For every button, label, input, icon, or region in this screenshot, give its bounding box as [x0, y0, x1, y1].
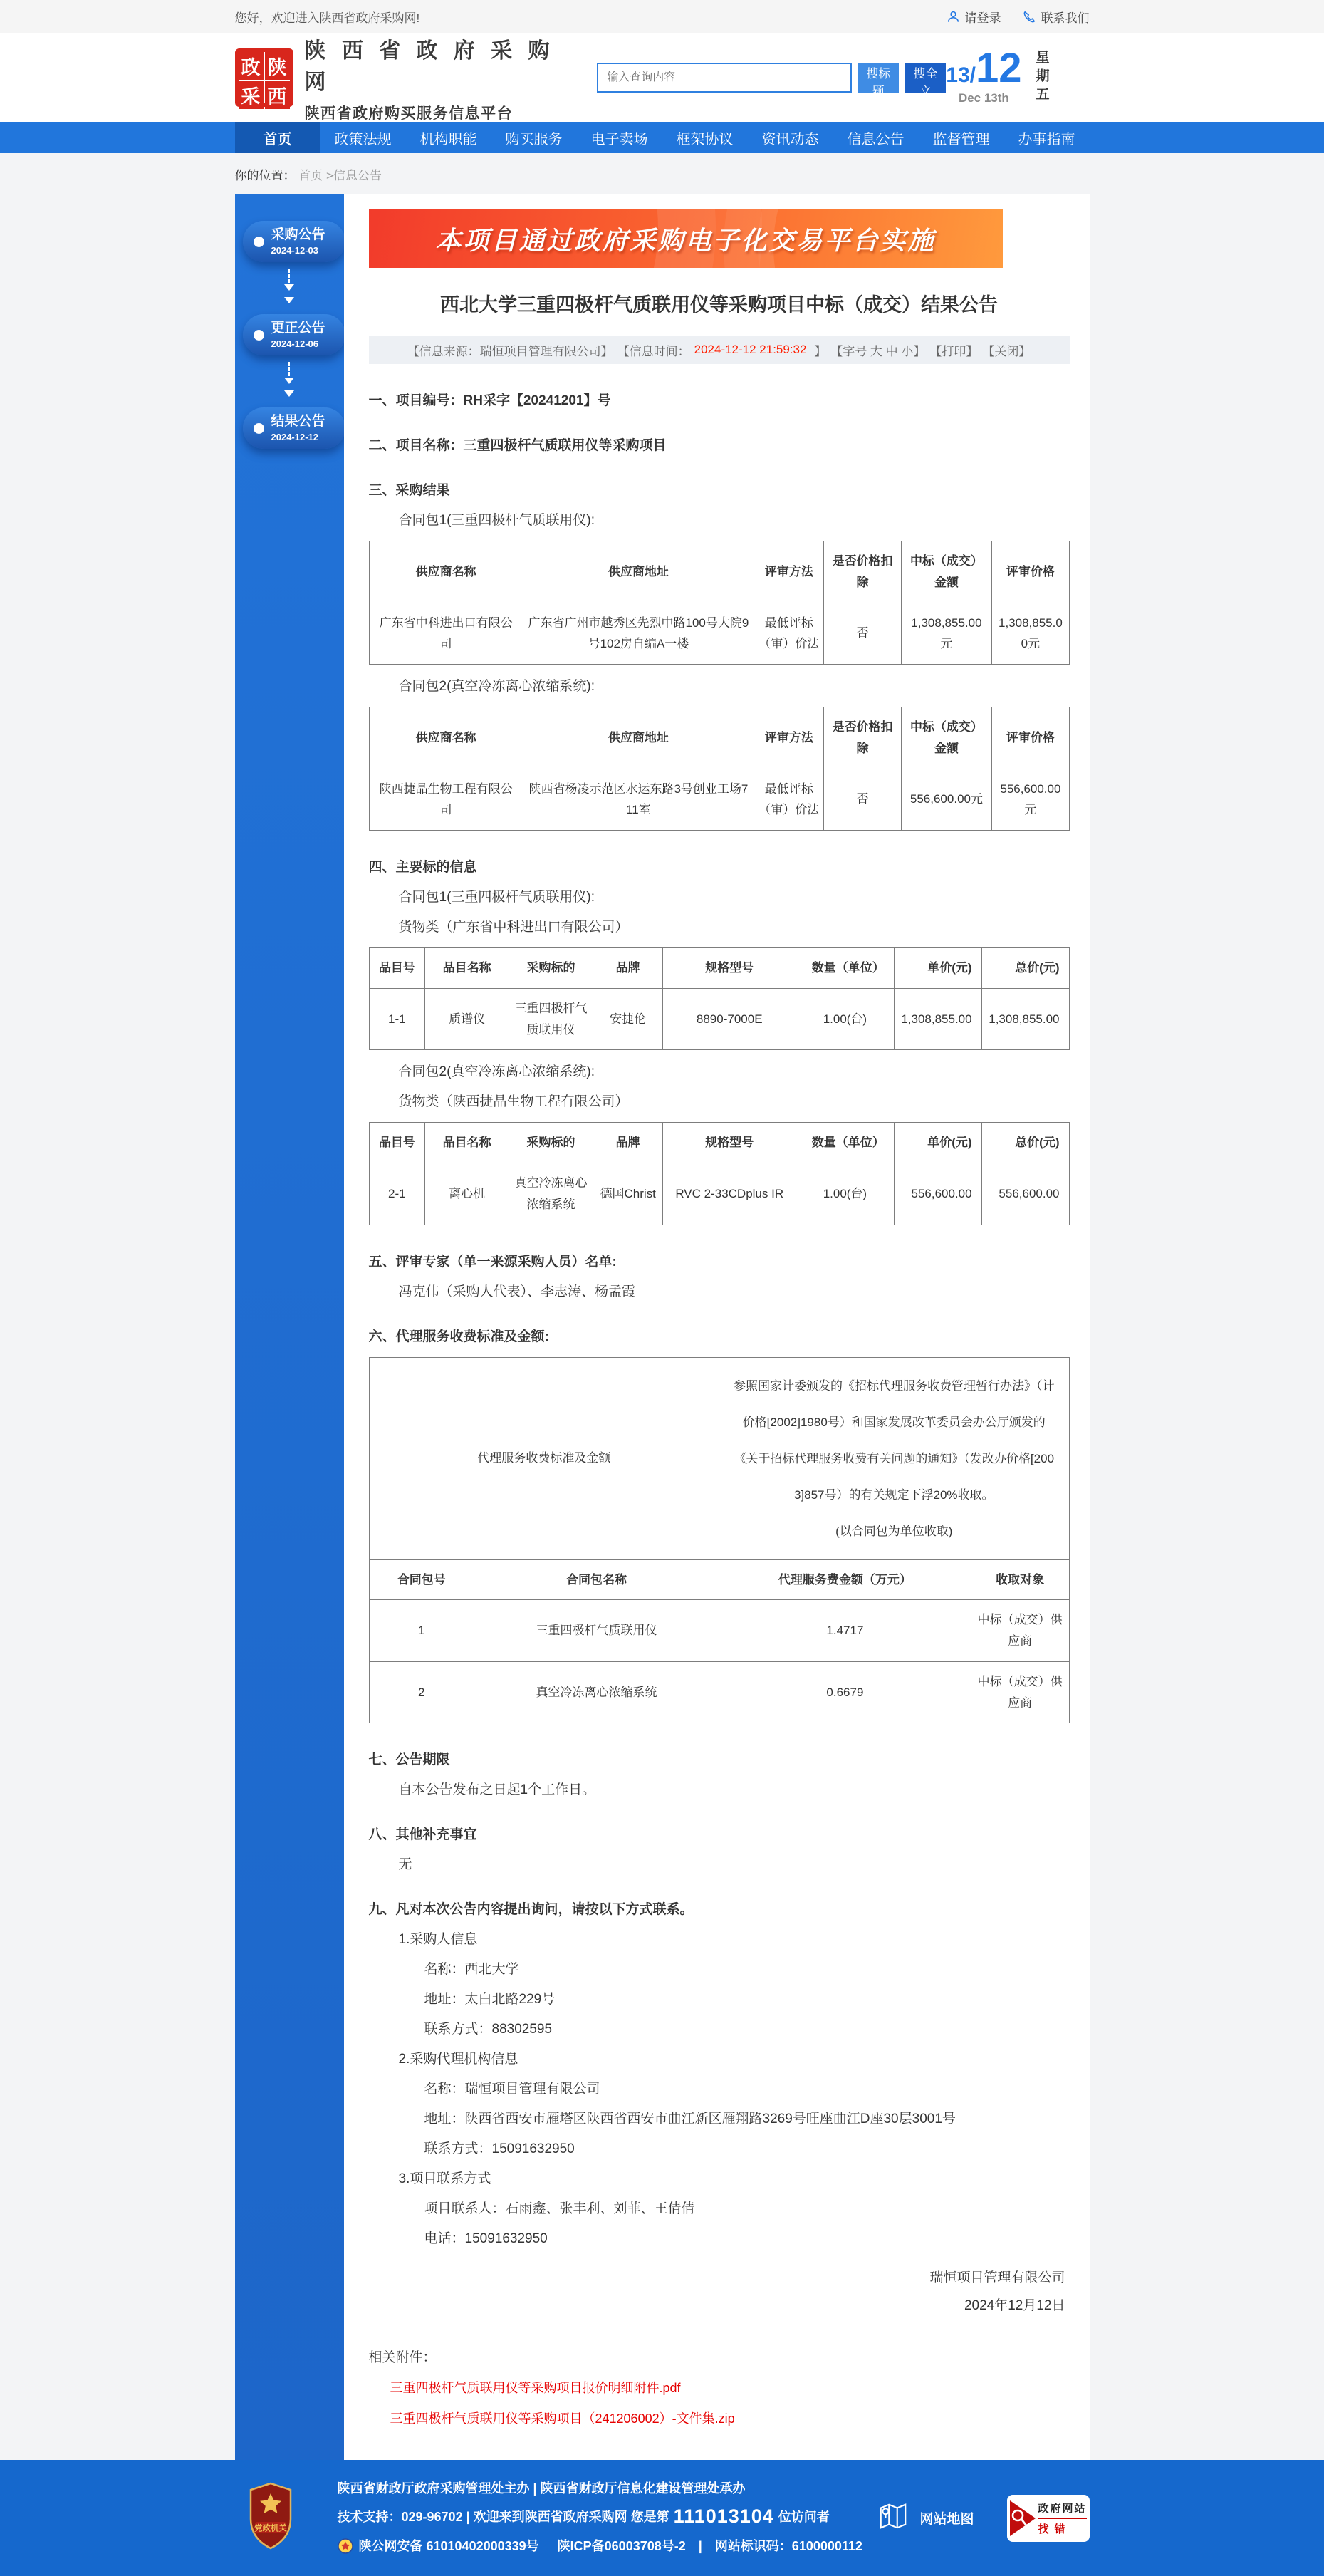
footer-line-organizers: 陕西省财政厅政府采购管理处主办 | 陕西省财政厅信息化建设管理处承办	[337, 2481, 746, 2496]
police-badge-icon	[338, 2538, 353, 2554]
attachments-title: 相关附件：	[368, 2350, 437, 2366]
section-procurement-result: 三、采购结果	[368, 483, 450, 498]
goods-category-1: 货物类（广东省中科进出口有限公司）	[398, 920, 629, 935]
breadcrumb-current: >信息公告	[325, 169, 382, 182]
content-card	[235, 194, 1090, 2460]
table-row: 2-1 离心机 真空冷冻离心浓缩系统 德国Christ RVC 2-33CDplus IR 1.00(台) 556,600.00 556,600.00	[369, 1163, 1069, 1225]
nav-item-supervision[interactable]: 监督管理	[932, 131, 990, 147]
agency-name: 名称：瑞恒项目管理有限公司	[424, 2082, 600, 2097]
agency-address: 地址：陕西省西安市雁塔区陕西省西安市曲江新区雁翔路3269号旺座曲江D座30层3001号	[424, 2112, 956, 2127]
article-meta-bar: 【信息来源：瑞恒项目管理有限公司】 【信息时间： 2024-12-12 21:59:32 】 【字号 大 中 小】 【打印】 【关闭】	[369, 336, 1070, 364]
table-row	[369, 1357, 1069, 1559]
timeline-arrow-icon	[235, 262, 344, 314]
icp-beian-link[interactable]: 陕ICP备06003708号-2	[557, 2539, 686, 2554]
package1-intro: 合同包1(三重四极杆气质联用仪):	[398, 513, 595, 528]
site-title: 陕 西 省 政 府 采 购 网	[304, 38, 555, 94]
search-title-button[interactable]: 搜标题	[858, 63, 899, 93]
site-code: 网站标识码：6100000112	[714, 2539, 862, 2554]
site-error-report-badge[interactable]	[1007, 2495, 1090, 2542]
purchaser-name: 名称：西北大学	[424, 1962, 519, 1978]
search-fulltext-button[interactable]: 搜全文	[905, 63, 946, 93]
footer-line-beian: 陕公网安备 61010402000339号 陕ICP备06003708号-2 | 网站标识码：6100000112	[338, 2538, 862, 2554]
nav-item-purchase-service[interactable]: 购买服务	[505, 131, 563, 147]
site-titles	[305, 33, 561, 123]
badge-top-text: 政府网站	[1038, 2500, 1087, 2519]
supplier-table-package2	[369, 707, 1070, 831]
date-english: Dec 13th	[958, 90, 1009, 105]
meta-time: 2024-12-12 21:59:32	[694, 343, 807, 356]
table-row: 1-1 质谱仪 三重四极杆气质联用仪 安捷伦 8890-7000E 1.00(台) 1,308,855.00 1,308,855.00	[369, 988, 1069, 1050]
nav-item-functions[interactable]: 机构职能	[419, 131, 477, 147]
timeline-item-correction-notice[interactable]: 更正公告 2024-12-06	[243, 314, 345, 355]
purchaser-tel: 联系方式：88302595	[424, 2022, 553, 2037]
section-contact: 九、凡对本次公告内容提出询问，请按以下方式联系。	[368, 1902, 694, 1918]
package2-intro: 合同包2(真空冷冻离心浓缩系统):	[398, 1064, 595, 1080]
font-size-control[interactable]: 【字号 大 中 小】	[830, 344, 926, 358]
nav-item-news[interactable]: 资讯动态	[761, 131, 819, 147]
meta-source: 【信息来源：瑞恒项目管理有限公司】	[407, 344, 613, 358]
table-row: 2 真空冷冻离心浓缩系统 0.6679 中标（成交）供应商	[369, 1661, 1069, 1723]
agency-info-title: 2.采购代理机构信息	[398, 2052, 518, 2067]
section-notice-period: 七、公告期限	[368, 1752, 450, 1768]
visitor-count: 111013104	[673, 2505, 774, 2528]
breadcrumb-label: 你的位置：	[234, 169, 296, 182]
error-flag-icon	[1007, 2498, 1037, 2539]
topbar-links	[947, 8, 1090, 26]
package1-intro: 合同包1(三重四极杆气质联用仪):	[398, 890, 595, 905]
section-main-items: 四、主要标的信息	[368, 860, 477, 875]
goods-category-2: 货物类（陕西捷晶生物工程有限公司）	[398, 1094, 629, 1110]
project-contact-tel: 电话：15091632950	[424, 2231, 548, 2247]
nav-item-announcements[interactable]: 信息公告	[847, 131, 905, 147]
project-contact-title: 3.项目联系方式	[398, 2171, 491, 2187]
agency-fee-table	[369, 1357, 1070, 1724]
date-numbers: 13/ 12	[946, 45, 1022, 92]
notice-period-body: 自本公告发布之日起1个工作日。	[398, 1782, 596, 1798]
section-experts: 五、评审专家（单一来源采购人员）名单:	[368, 1254, 617, 1269]
article-main	[344, 194, 1090, 2460]
search-bar	[597, 63, 946, 98]
breadcrumb	[235, 153, 1090, 194]
table-header-row: 供应商名称 供应商地址 评审方法 是否价格扣除 中标（成交）金额 评审价格	[369, 541, 1069, 603]
badge-bottom-text: 找错	[1038, 2523, 1071, 2535]
login-link[interactable]: 请登录	[947, 8, 1001, 26]
timeline-dot	[254, 330, 264, 341]
timeline-dot	[254, 423, 264, 434]
contact-block	[369, 1928, 1070, 2247]
table-header-row: 品目号 品目名称 采购标的 品牌 规格型号 数量（单位） 单价(元) 总价(元)	[369, 948, 1069, 989]
section-agency-fee: 六、代理服务收费标准及金额:	[368, 1329, 549, 1344]
agency-tel: 联系方式：15091632950	[424, 2141, 575, 2157]
package2-intro: 合同包2(真空冷冻离心浓缩系统):	[398, 679, 595, 694]
signoff	[369, 2267, 1070, 2314]
section-project-number: 一、项目编号：RH采字【20241201】号	[368, 393, 611, 408]
timeline-sidebar	[235, 194, 344, 2460]
table-header-row: 品目号 品目名称 采购标的 品牌 规格型号 数量（单位） 单价(元) 总价(元)	[369, 1123, 1069, 1163]
nav-item-guide[interactable]: 办事指南	[1018, 131, 1075, 147]
date-widget	[946, 45, 1089, 105]
timeline-arrow-icon	[235, 355, 344, 407]
footer-text	[338, 2482, 862, 2554]
print-button[interactable]: 【打印】	[929, 344, 979, 358]
nav-item-emall[interactable]: 电子卖场	[590, 131, 648, 147]
top-bar	[0, 0, 1324, 33]
supplier-table-package1	[369, 541, 1070, 665]
nav-item-framework[interactable]: 框架协议	[676, 131, 734, 147]
search-input[interactable]	[597, 63, 852, 93]
svg-text:党政机关: 党政机关	[254, 2524, 287, 2533]
party-government-emblem	[248, 2482, 293, 2554]
timeline-item-purchase-notice[interactable]: 采购公告 2024-12-03	[243, 221, 345, 262]
other-matters-body: 无	[398, 1857, 412, 1873]
site-logo: 政 陕 采 西	[235, 48, 293, 107]
main-nav	[0, 122, 1324, 153]
table-row: 陕西捷晶生物工程有限公司 陕西省杨凌示范区水运东路3号创业工场711室 最低评标（审）价法 否 556,600.00元 556,600.00元	[369, 769, 1069, 831]
table-row: 广东省中科进出口有限公司 广东省广州市越秀区先烈中路100号大院9号102房自编A一楼 最低评标（审）价法 否 1,308,855.00元 1,308,855.00元	[369, 603, 1069, 665]
phone-icon	[1023, 10, 1036, 24]
table-header-row: 合同包号 合同包名称 代理服务费金额（万元） 收取对象	[369, 1559, 1069, 1600]
section-project-name: 二、项目名称：三重四极杆气质联用仪等采购项目	[368, 438, 667, 453]
table-header-row: 供应商名称 供应商地址 评审方法 是否价格扣除 中标（成交）金额 评审价格	[369, 707, 1069, 769]
fee-standard-desc: 参照国家计委颁发的《招标代理服务收费管理暂行办法》（计价格[2002]1980号）和国家发展改革委员会办公厅颁发的《关于招标代理服务收费有关问题的通知》（发改办价格[2003]857号）的有关规定下浮20%收取。 (以合同包为单位收取)	[719, 1357, 1069, 1559]
weekday-label: 星期五	[1033, 50, 1049, 105]
breadcrumb-home-link[interactable]: 首页	[298, 169, 323, 182]
timeline-item-result-notice[interactable]: 结果公告 2024-12-12	[243, 407, 345, 449]
page-body	[0, 153, 1324, 2460]
article-title: 西北大学三重四极杆气质联用仪等采购项目中标（成交）结果公告	[440, 294, 998, 316]
fee-standard-label: 代理服务收费标准及金额	[369, 1357, 719, 1559]
section-other-matters: 八、其他补充事宜	[368, 1827, 477, 1843]
table-row: 1 三重四极杆气质联用仪 1.4717 中标（成交）供应商	[369, 1600, 1069, 1662]
site-footer	[0, 2460, 1324, 2576]
signoff-company: 瑞恒项目管理有限公司	[929, 2270, 1065, 2286]
site-header	[0, 33, 1324, 122]
purchaser-address: 地址：太白北路229号	[424, 1992, 556, 2008]
purchaser-info-title: 1.采购人信息	[398, 1932, 478, 1948]
banner-text: 本项目通过政府采购电子化交易平台实施	[435, 225, 936, 255]
sitemap-link[interactable]: 网站地图	[877, 2500, 974, 2536]
attachment-pdf-link[interactable]: 三重四极杆气质联用仪等采购项目报价明细附件.pdf	[390, 2381, 681, 2396]
platform-banner	[369, 209, 1003, 268]
signoff-date: 2024年12月12日	[964, 2298, 1065, 2314]
footer-right	[877, 2495, 1089, 2542]
items-table-package1	[369, 947, 1070, 1050]
attachment-zip-link[interactable]: 三重四极杆气质联用仪等采购项目（241206002）-文件集.zip	[390, 2411, 735, 2426]
close-button[interactable]: 【关闭】	[982, 344, 1031, 358]
user-icon	[947, 10, 960, 24]
experts-list: 冯克伟（采购人代表）、李志涛、杨孟霞	[398, 1284, 636, 1299]
contact-us-link[interactable]: 联系我们	[1023, 8, 1090, 26]
nav-item-policy[interactable]: 政策法规	[334, 131, 392, 147]
site-subtitle: 陕西省政府购买服务信息平台	[304, 105, 513, 122]
timeline-dot	[254, 237, 264, 247]
project-contact-persons: 项目联系人：石雨鑫、张丰利、刘菲、王倩倩	[424, 2201, 695, 2217]
nav-item-home[interactable]: 首页	[235, 122, 320, 153]
welcome-text: 您好，欢迎进入陕西省政府采购网!	[234, 11, 420, 25]
police-beian-link[interactable]: 陕公网安备 61010402000339号	[358, 2539, 539, 2554]
items-table-package2	[369, 1122, 1070, 1225]
map-icon	[877, 2500, 909, 2536]
footer-line-support: 技术支持：029-96702 | 欢迎来到陕西省政府采购网 您是第 111013104 位访问者	[337, 2505, 830, 2528]
